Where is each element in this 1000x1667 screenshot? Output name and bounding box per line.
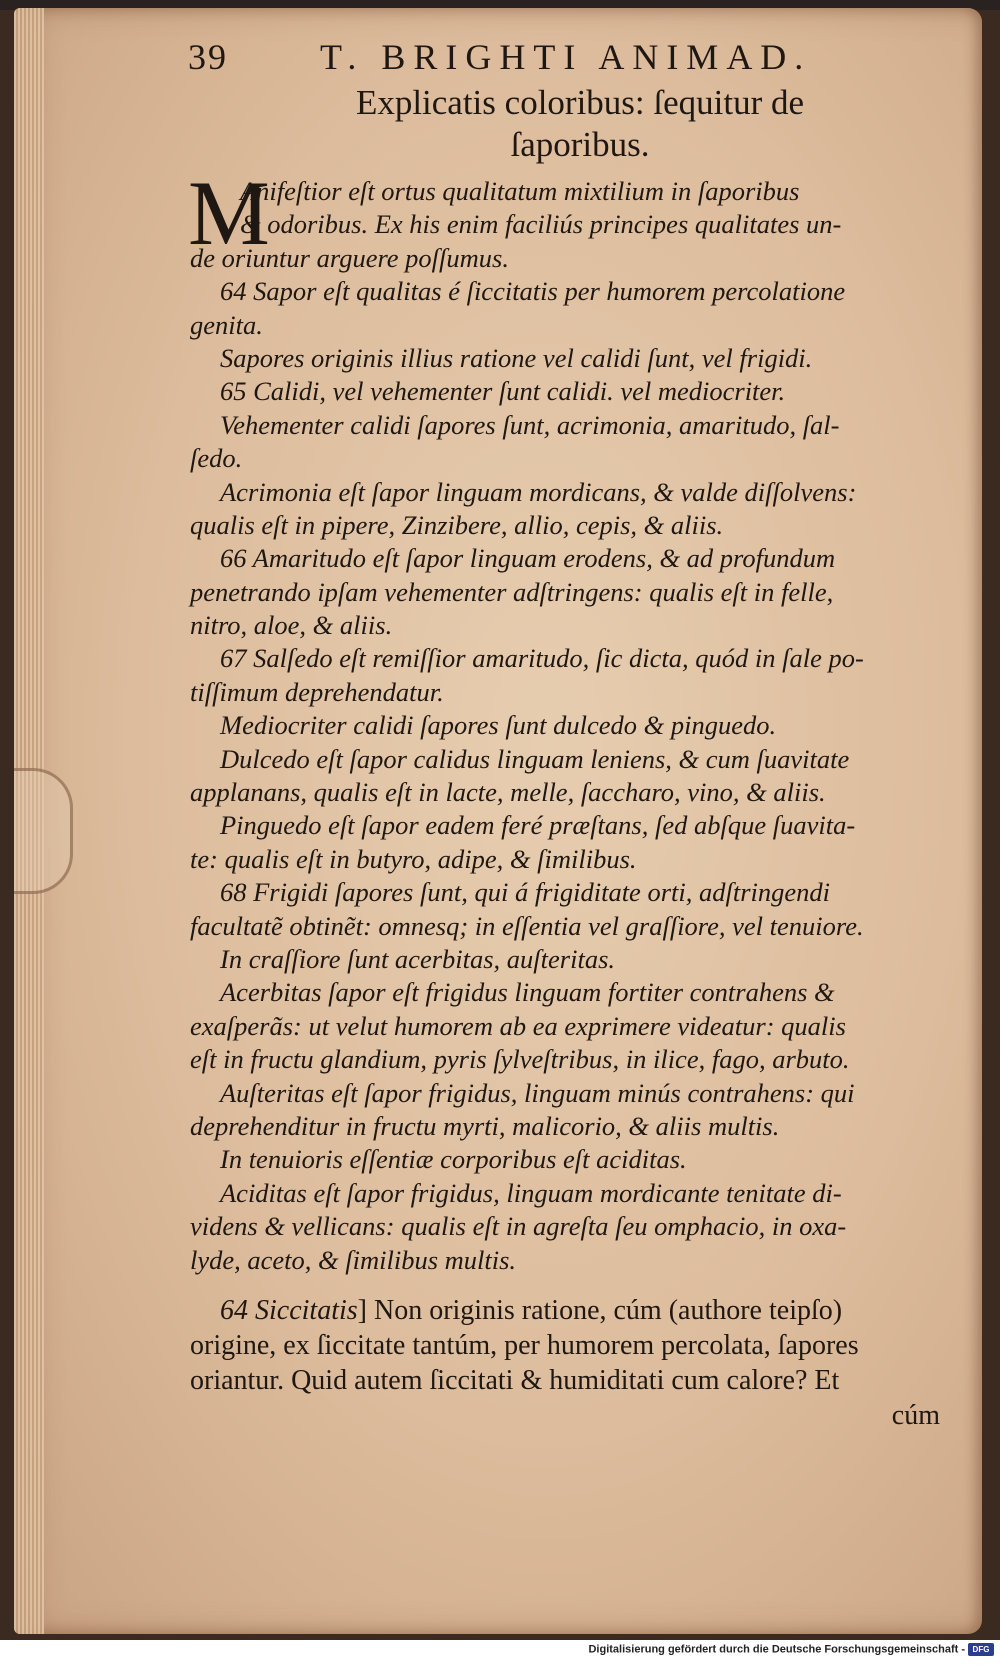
text-line: genita. [190,309,263,340]
text-line: nitro, aloe, & aliis. [190,610,393,641]
commentary [190,1293,960,1433]
page-header [170,36,990,86]
text-line: applanans, qualis eſt in lacte, melle, ſaccharo, vino, & aliis. [190,777,826,808]
text-line: eſt in fructu glandium, pyris ſylveſtribus, in ilice, fago, arbuto. [190,1044,850,1075]
text-line: 66 Amaritudo eſt ſapor linguam erodens, & ad profundum [220,543,836,574]
text-line: Acrimonia eſt ſapor linguam mordicans, & valde diſſolvens: [220,476,857,507]
page-number: 39 [188,37,228,77]
footer-text: Digitalisierung gefördert durch die Deutsche Forschungsgemeinschaft - [588,1643,965,1656]
text-line: deprehenditur in fructu myrti, malicorio, & aliis multis. [190,1110,780,1141]
text-line: Sapores originis illius ratione vel calidi ſunt, vel frigidi. [220,342,813,373]
text-line: qualis eſt in pipere, Zinzibere, allio, cepis, & aliis. [190,509,724,540]
text-line: videns & vellicans: qualis eſt in agreſta ſeu omphacio, in oxa- [190,1211,847,1242]
text-line: Anifeſtior eſt ortus qualitatum mixtilium in ſaporibus [240,176,800,206]
running-head: T. BRIGHTI ANIMAD. [320,37,812,77]
text-line: lyde, aceto, & ſimilibus multis. [190,1244,517,1275]
text-line: Pinguedo eſt ſapor eadem feré præſtans, ſed abſque ſuavita- [220,810,856,841]
text-line: facultatẽ obtinẽt: omnesq; in eſſentia vel graſſiore, vel tenuiore. [190,910,864,941]
text-line: In craſſiore ſunt acerbitas, auſteritas. [220,943,616,974]
digitization-footer [0,1643,1000,1667]
heading-line-1: Explicatis coloribus: ſequitur de [355,83,805,122]
text-line: In tenuioris eſſentiæ corporibus eſt aciditas. [220,1144,687,1175]
section-heading [280,82,880,166]
text-line: Mediocriter calidi ſapores ſunt dulcedo & pinguedo. [220,710,777,741]
body-text [188,162,960,1277]
book-clasp [14,768,73,894]
text-line: ſedo. [190,443,243,474]
text-line: 64 Sapor eſt qualitas é ſiccitatis per humorem percolatione [220,276,846,307]
text-line: penetrando ipſam vehementer adſtringens: qualis eſt in felle, [190,576,834,607]
text-line: Auſteritas eſt ſapor frigidus, linguam minús contrahens: qui [220,1077,855,1108]
commentary-lemma: 64 Siccitatis [220,1295,358,1326]
commentary-line: origine, ex ſiccitate tantúm, per humorem percolata, ſapores [190,1330,859,1361]
text-line: & odoribus. Ex his enim faciliús principes qualitates un- [240,209,842,240]
text-line: de oriuntur arguere poſſumus. [190,242,509,273]
commentary-text: ] Non originis ratione, cúm (authore teipſo) [357,1295,843,1326]
text-line: 67 Salſedo eſt remiſſior amaritudo, ſic dicta, quód in ſale po- [220,643,864,674]
text-line: exaſperãs: ut velut humorem ab ea exprimere videatur: qualis [190,1010,846,1041]
text-line: 65 Calidi, vel vehementer ſunt calidi. vel mediocriter. [220,376,786,407]
text-line: te: qualis eſt in butyro, adipe, & ſimilibus. [190,843,637,874]
text-line: Acerbitas ſapor eſt frigidus linguam fortiter contrahens & [220,977,835,1008]
text-line: Dulcedo eſt ſapor calidus linguam leniens, & cum ſuavitate [220,743,850,774]
text-line: Vehementer calidi ſapores ſunt, acrimonia, amaritudo, ſal- [220,409,840,440]
dfg-logo-icon: DFG [968,1643,994,1656]
drop-cap: M [188,162,270,264]
catchword: cúm [891,1400,940,1431]
commentary-line: oriantur. Quid autem ſiccitati & humiditati cum calore? Et [190,1365,840,1396]
text-line: tiſſimum deprehendatur. [190,676,444,707]
heading-line-2: ſaporibus. [510,125,650,164]
commentary-line [190,1293,960,1328]
text-line: 68 Frigidi ſapores ſunt, qui á frigiditate orti, adſtringendi [220,877,831,908]
text-line: Aciditas eſt ſapor frigidus, linguam mordicante tenitate di- [220,1177,842,1208]
